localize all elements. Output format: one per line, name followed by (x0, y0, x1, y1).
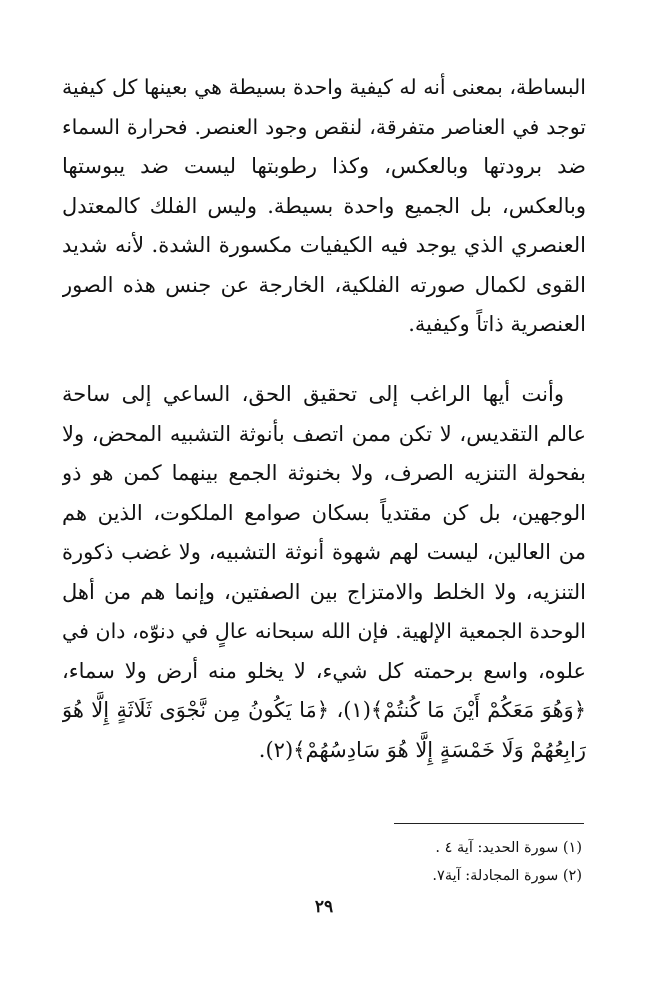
text-line: وبالعكس، بل الجميع واحدة بسيطة. وليس الفلك كالمعتدل (62, 193, 586, 218)
text-line: وأنت أيها الراغب إلى تحقيق الحق، الساعي إلى ساحة (62, 382, 564, 406)
text-line: علوه، واسع برحمته كل شيء، لا يخلو منه أرض ولا سماء، (62, 658, 586, 683)
footnotes (282, 834, 582, 890)
text-line: عالم التقديس، لا تكن ممن اتصف بأنوثة التشبيه المحض، ولا (62, 421, 586, 446)
quran-verse-line: ﴿وَهُوَ مَعَكُمْ أَيْنَ مَا كُنتُمْ﴾(١)، ﴿مَا يَكُونُ مِن نَّجْوَى ثَلَاثَةٍ إِلَّا هُوَ (62, 698, 586, 722)
text-line: القوى لكمال صورته الفلكية، الخارجة عن جنس هذه الصور (62, 272, 586, 297)
text-line: الوحدة الجمعية الإلهية. فإن الله سبحانه عالٍ في دنوّه، دان في (62, 619, 586, 643)
paragraph-1 (62, 68, 586, 345)
text-line: من العالين، ليست لهم شهوة أنوثة التشبيه، ولا غضب ذكورة (62, 540, 586, 564)
quran-verse-line: رَابِعُهُمْ وَلَا خَمْسَةٍ إِلَّا هُوَ سَادِسُهُمْ﴾(٢). (258, 737, 586, 762)
text-line: العنصري الذي يوجد فيه الكيفيات مكسورة الشدة. لأنه شديد (62, 233, 586, 257)
text-line: التنزيه، ولا الخلط والامتزاج بين الصفتين، وإنما هم من أهل (62, 579, 586, 604)
footnote-separator (394, 823, 584, 824)
footnote-1: (١) سورة الحديد: آية ٤ . (435, 840, 582, 856)
paragraph-2 (62, 375, 586, 770)
text-line: الوجهين، بل كن مقتدياً بسكان صوامع الملكوت، الذين هم (62, 500, 586, 525)
footnote-2: (٢) سورة المجادلة: آية٧. (432, 868, 582, 884)
page-number: ٢٩ (314, 897, 334, 917)
text-line: ضد برودتها وبالعكس، وكذا رطوبتها ليست ضد يبوستها (62, 154, 586, 178)
text-line: بفحولة التنزيه الصرف، ولا بخنوثة الجمع بينهما كمن هو ذو (62, 461, 586, 485)
text-line: توجد في العناصر متفرقة، لنقص وجود العنصر. فحرارة السماء (62, 114, 586, 139)
text-line: العنصرية ذاتاً وكيفية. (408, 312, 586, 336)
text-line: البساطة، بمعنى أنه له كيفية واحدة بسيطة هي بعينها كل كيفية (62, 75, 586, 99)
